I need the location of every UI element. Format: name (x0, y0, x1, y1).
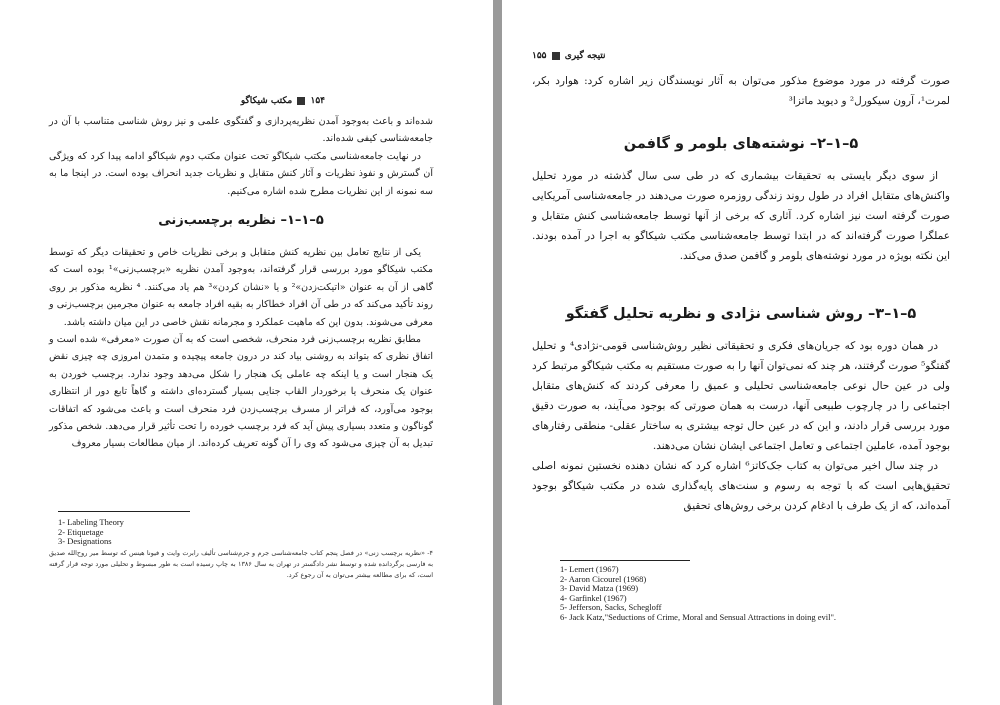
footnote-item: 5- Jefferson, Sacks, Schegloff (560, 602, 662, 613)
left-page (0, 0, 493, 705)
square-ornament-icon (297, 97, 305, 105)
footnote-item: 6- Jack Katz,"Seductions of Crime, Moral and Sensual Attractions in doing evil". (560, 611, 837, 622)
paragraph: در نهایت جامعه‌شناسی مکتب شیکاگو تحت عنوان مکتب دوم شیکاگو ادامه پیدا کرد که ویژگی آن گسترش و نفوذ نظریات و آثار کنش متقابل و نظریات جدید انحراف بوده است. در اینجا ما به سه نمونه از این نظریات مطرح شده اشاره می‌کنیم. (49, 150, 433, 197)
footnote-item: 1- Lemert (1967) (560, 564, 619, 574)
left-running-title: مکتب شیکاگو (240, 96, 293, 106)
paragraph: صورت گرفته در مورد موضوع مذکور می‌توان به آثار نویسندگان زیر اشاره کرد: هوارد بکر، لمرت¹، آرون سیکورل² و دیوید ماتزا³ (532, 75, 950, 107)
paragraph: یکی از نتایج تعامل بین نظریه کنش متقابل و برخی نظریات خاص و تحقیقات دیگر که توسط مکتب شیکاگو مورد بررسی قرار گرفته‌اند، به‌وجود آمدن نظریه «برچسب‌زنی»¹ بوده است که گاهی از آن به عنوان «اتیکت‌زدن»² و یا «نشان کردن»³ هم یاد می‌کنند. ⁴ نظریه مذکور بر روی روند تأکید می‌کند که در طی آن افراد خطاکار به بقیه افراد جامعه به عنوان مجرمین برچسب‌زنی و معرفی می‌شوند. بدون این که ماهیت عملکرد و مجرمانه نقش خاصی در این میان داشته باشد. (49, 247, 434, 328)
left-footnote-fa: ۴- «نظریه برچسب زنی» در فصل پنجم کتاب جامعه‌شناسی جرم و جرم‌شناسی تألیف رابرت وایت و فیونا هینس که توسط میر روح‌الله صدیق به فارسی برگردانده شده و توسط نشر دادگستر در تهران به سال ۱۳۸۶ به چاپ رسیده است به طور مبسوط و تحلیلی مورد توجه قرار گرفته است، که برای مطالعه بیشتر می‌توان به آن رجوع کرد. (49, 549, 433, 579)
section-heading-blumer-goffman: ۵–۱–۲– نوشته‌های بلومر و گافمن (623, 136, 859, 152)
book-gutter (493, 0, 502, 705)
right-running-title: نتیجه گیری (564, 51, 606, 61)
footnote-item: 4- Garfinkel (1967) (560, 592, 627, 603)
footnote-divider (58, 511, 190, 512)
paragraph: در همان دوره بود که جریان‌های فکری و تحقیقاتی نظیر روش‌شناسی قومی-نژادی⁴ و تحلیل گفتگو⁵ صورت گرفتند، هر چند که نمی‌توان آنها را به صورت مستقیم به مکتب شیکاگو مرتبط کرد ولی در عین حال نوعی جامعه‌شناسی تحلیلی و عمیق را معرفی کردند که کنش‌های متقابل اجتماعی را در چارچوب طبیعی آنها، درست به همان صورتی که بوجود می‌آیند، به صورت دقیق مورد بررسی قرار دادند، و این که در عین حال توجه بیشتری به ساختار عقلی- منطقی رفتارهای بوجود آمده، عاملین اجتماعی و تعامل اجتماعی ایشان نشان می‌دهند. (532, 340, 950, 452)
paragraph: مطابق نظریه برچسب‌زنی فرد منحرف، شخصی است که به آن صورت «معرفی» شده است و اتفاق نظری که بتواند به روشنی بیاد کند در درون جامعه پیچیده و متمدن امروزی چه چیزی نقض یک هنجار است و یا اینکه چه عاملی یک هنجار را شکل می‌دهد وجود ندارد. برچسب خوردن به عنوان یک منحرف یا برخوردار القاب جنایی بسیار گسترده‌ای داشته و گاهاً تابع دور از انتظاری بوجود می‌آورد، که فراتر از مسرف برچسب‌زدن فرد منحرف است و باعث می‌شود که اتفاقات گوناگون و متعدد بسیاری پیش آید که فرد برچسب خورده را تحت تأثیر قرار می‌دهد. شخص مذکور تبدیل به آن چیزی می‌شود که وی را آن گونه تعریف کرده‌اند. از میان مطالعات بسیار معروف (49, 334, 433, 450)
right-intro-text (532, 71, 950, 111)
right-body-text-1 (532, 166, 950, 266)
right-footnotes-en (560, 565, 836, 623)
left-body-text (49, 244, 433, 453)
right-page (502, 0, 1000, 705)
left-running-head (241, 96, 325, 106)
paragraph: شده‌اند و باعث به‌وجود آمدن نظریه‌پردازی و گفتگوی علمی و نیز روش شناسی متناسب با آن در جامعه‌شناسی کیفی شده‌اند. (49, 116, 433, 145)
footnote-item: 1- Labeling Theory (58, 517, 124, 527)
footnote-item: 2- Etiquetage (58, 526, 104, 537)
right-running-head (532, 51, 606, 61)
paragraph: در چند سال اخیر می‌توان به کتاب جک‌کاتز⁶ اشاره کرد که نشان دهنده نخستین نمونه اصلی تحقیق‌هایی است که با توجه به رسوم و سنت‌های پایه‌گذاری شده در مکتب شیکاگو بوجود آمده‌اند، که از یک طرف با ادغام کردن برخی روش‌های تحقیق (532, 460, 950, 512)
left-footnotes-en (58, 518, 124, 547)
footnote-item: 3- Designations (58, 536, 112, 547)
left-intro-text (49, 113, 433, 200)
right-body-text-2 (532, 336, 950, 516)
right-page-number: ۱۵۵ (532, 51, 547, 61)
footnote-item: 2- Aaron Cicourel (1968) (560, 573, 647, 584)
square-ornament-icon (552, 52, 560, 60)
footnote-divider (560, 560, 690, 561)
section-heading-labeling: ۵–۱–۱– نظریه برچسب‌زنی (158, 213, 324, 228)
section-heading-ethnomethodology: ۵–۱–۳– روش شناسی نژادی و نظریه تحلیل گفتگو (565, 306, 917, 322)
paragraph: از سوی دیگر بایستی به تحقیقات بیشماری که در طی سی سال گذشته در مورد تحلیل واکنش‌های متقابل افراد در طول روند زندگی روزمره صورت می‌دهند در جامعه‌شناسی آمریکایی صورت گرفته است نیز اشاره کرد. آثاری که برخی از آنها توسط جامعه‌شناسی کنش متقابل و عملگرا صورت گرفته‌اند که در ابتدا توسط جامعه‌شناسی مکتب شیکاگو به اجرا در آمده بودند. این نکته بویژه در مورد نوشته‌های بلومر و گافمن صدق می‌کند. (532, 170, 950, 262)
footnote-item: 3- David Matza (1969) (560, 583, 639, 594)
left-page-number: ۱۵۴ (310, 96, 325, 106)
